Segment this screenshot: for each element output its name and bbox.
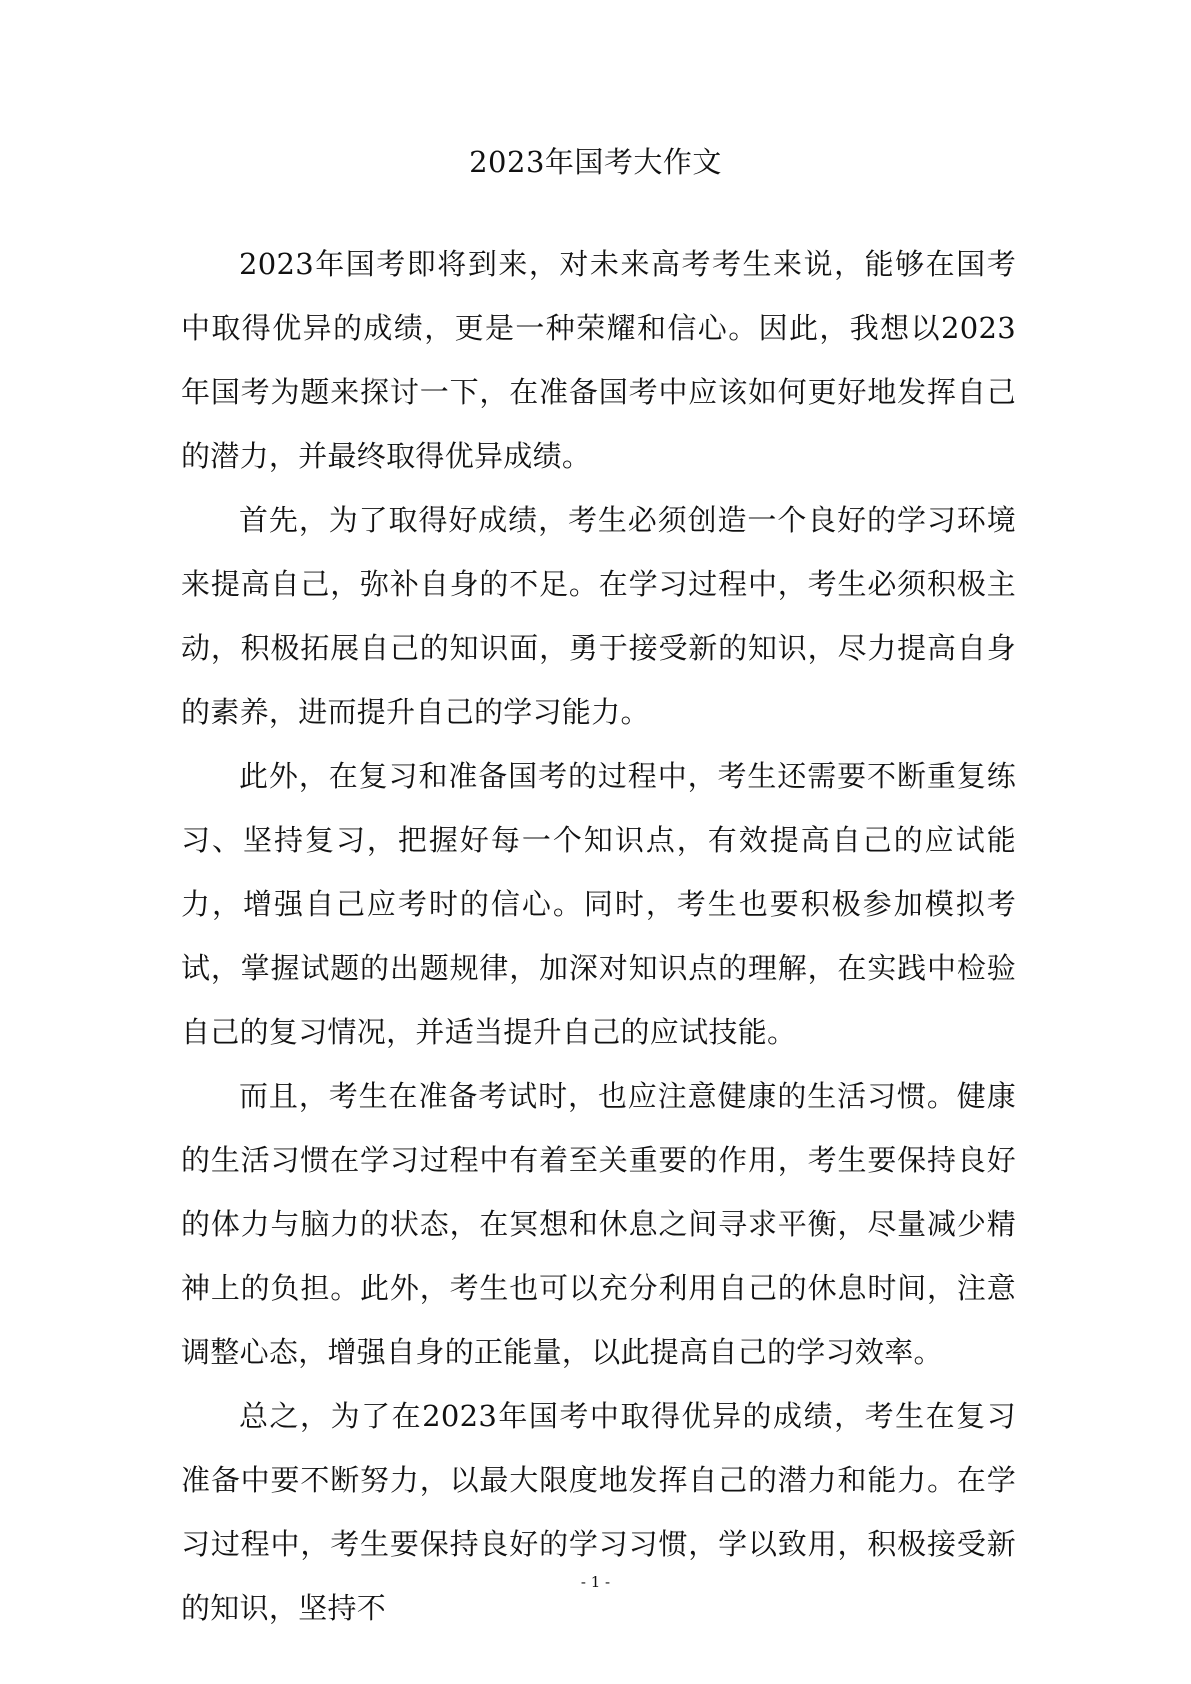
page-number: - 1 -: [580, 1573, 611, 1591]
paragraph-intro: 2023年国考即将到来，对未来高考考生来说，能够在国考中取得优异的成绩，更是一种荣耀和信心。因此，我想以2023年国考为题来探讨一下，在准备国考中应该如何更好地发挥自己的潜力，并最终取得优异成绩。: [181, 247, 1016, 473]
document-body: [181, 232, 1016, 1640]
paragraph-healthy-habits: 而且，考生在准备考试时，也应注意健康的生活习惯。健康的生活习惯在学习过程中有着至关重要的作用，考生要保持良好的体力与脑力的状态，在冥想和休息之间寻求平衡，尽量减少精神上的负担。此外，考生也可以充分利用自己的休息时间，注意调整心态，增强自身的正能量，以此提高自己的学习效率。: [181, 1079, 1016, 1369]
paragraph-conclusion: 总之，为了在2023年国考中取得优异的成绩，考生在复习准备中要不断努力，以最大限度地发挥自己的潜力和能力。在学习过程中，考生要保持良好的学习习惯，学以致用，积极接受新的知识，坚持不: [181, 1399, 1016, 1625]
document-title: 2023年国考大作文: [469, 145, 722, 179]
paragraph-study-environment: 首先，为了取得好成绩，考生必须创造一个良好的学习环境来提高自己，弥补自身的不足。在学习过程中，考生必须积极主动，积极拓展自己的知识面，勇于接受新的知识，尽力提高自身的素养，进而提升自己的学习能力。: [181, 503, 1016, 729]
paragraph-review-practice: 此外，在复习和准备国考的过程中，考生还需要不断重复练习、坚持复习，把握好每一个知识点，有效提高自己的应试能力，增强自己应考时的信心。同时，考生也要积极参加模拟考试，掌握试题的出题规律，加深对知识点的理解，在实践中检验自己的复习情况，并适当提升自己的应试技能。: [181, 759, 1016, 1049]
